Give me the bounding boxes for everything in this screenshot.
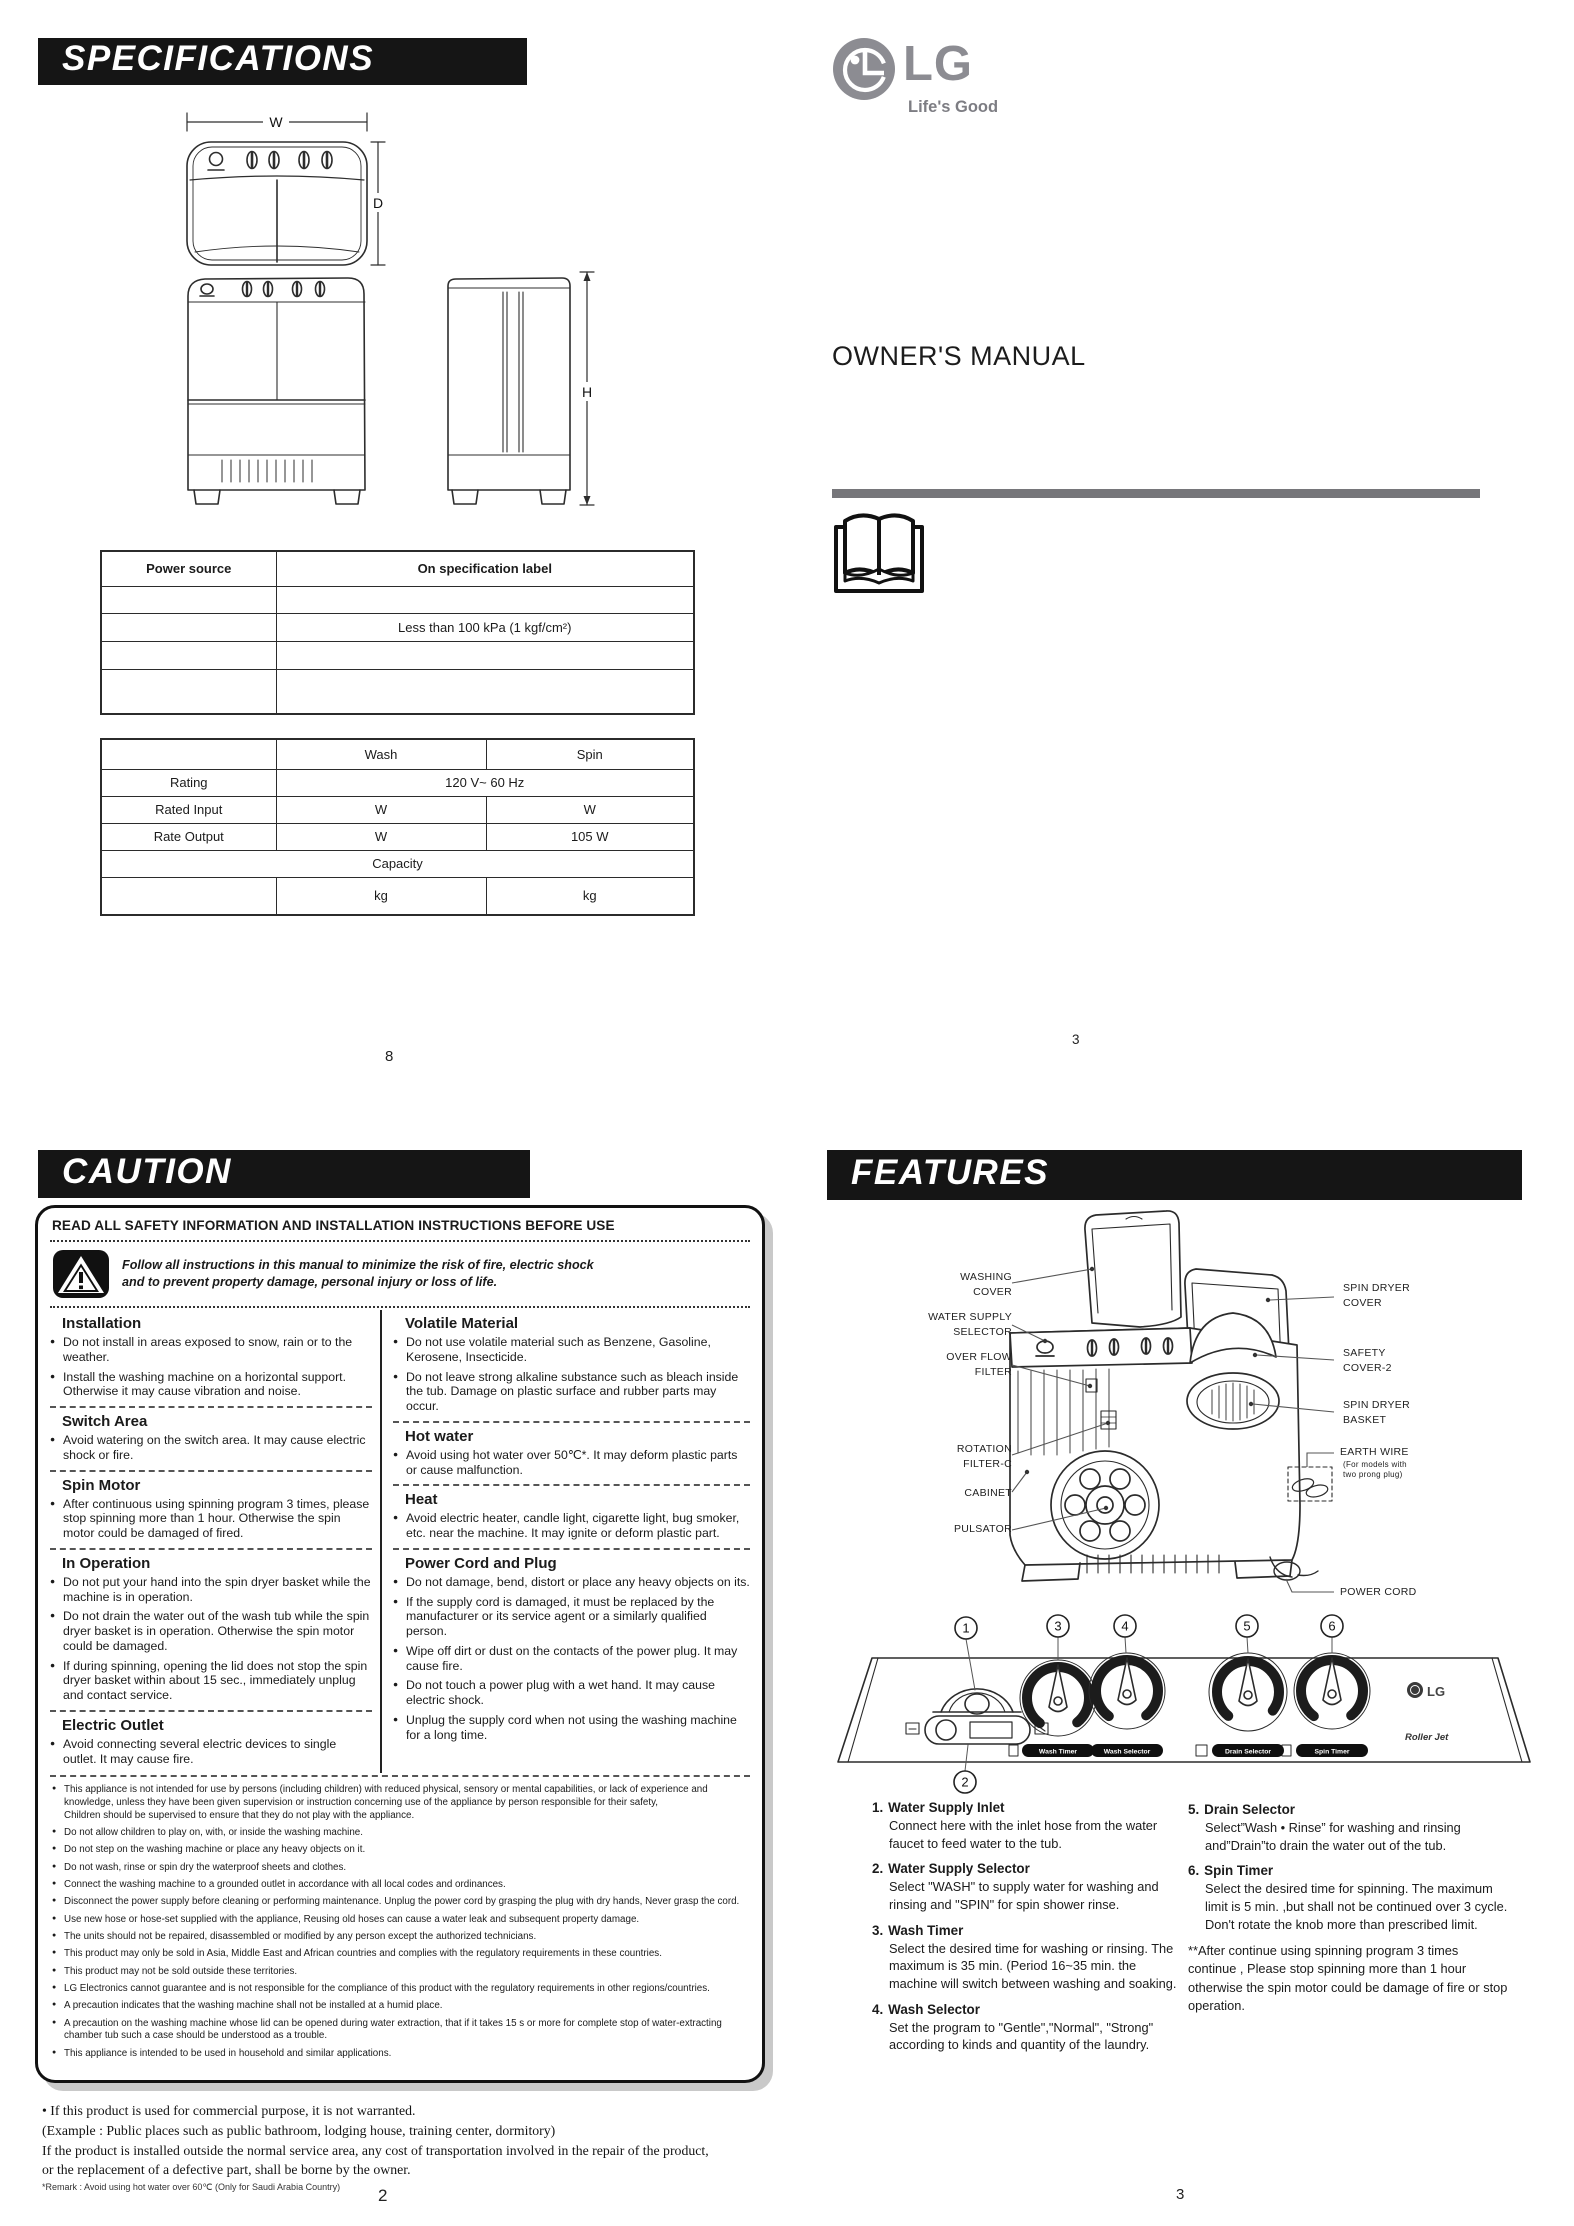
feature-item-2	[872, 1861, 1182, 1913]
caution-section-in-operation	[50, 1548, 372, 1710]
cover-rule	[832, 489, 1480, 498]
label-safety-cover: SAFETY COVER-2	[1343, 1347, 1392, 1374]
table2-capacity-wash: kg	[276, 877, 486, 915]
features-header-bar	[827, 1150, 1522, 1200]
feature-item-6	[1188, 1863, 1508, 1933]
caution-left-column	[50, 1310, 380, 1773]
table1-col2-header: On specification label	[276, 551, 694, 586]
table1-cell	[101, 641, 276, 669]
power-source-table	[100, 550, 695, 715]
caution-box	[35, 1205, 765, 2083]
section-heading: Spin Motor	[62, 1476, 141, 1494]
section-heading: Switch Area	[62, 1413, 148, 1430]
open-book-icon	[831, 505, 927, 597]
item-number: 3.	[872, 1922, 884, 1938]
rating-table	[100, 738, 695, 916]
table2-rate-output-spin: 105 W	[486, 823, 694, 850]
item-body: Select the desired time for washing or rinsing. The maximum is 35 min. (Period 16~35 min. the machine will switch between washing and soaking.	[889, 1940, 1177, 1991]
label-washing-cover: WASHING COVER	[960, 1271, 1012, 1298]
caution-header-bar	[38, 1150, 530, 1198]
table1-cell	[101, 669, 276, 714]
table1-cell	[101, 586, 276, 613]
table2-capacity-label: Capacity	[101, 850, 694, 877]
item-body: Select "WASH" to supply water for washing and rinsing and "SPIN" for spin shower rinse.	[889, 1879, 1159, 1912]
section-bullet: ● Avoid watering on the switch area. It may cause electric shock or fire.	[50, 1433, 372, 1463]
table2-rate-output-label: Rate Output	[101, 823, 276, 850]
section-heading: Heat	[405, 1491, 438, 1509]
caution-warning-row	[50, 1244, 750, 1304]
label-earth-wire: EARTH WIRE	[1340, 1446, 1409, 1458]
caution-notes	[50, 1775, 750, 2060]
item-title: Water Supply Inlet	[888, 1800, 1005, 1815]
divider	[50, 1306, 750, 1308]
section-bullet: ● Do not touch a power plug with a wet hand. It may cause electric shock.	[393, 1678, 750, 1708]
table2-rated-input-wash: W	[276, 796, 486, 823]
feature-item-5	[1188, 1802, 1508, 1854]
caution-page-number: 2	[378, 2186, 388, 2205]
section-bullet: ● If the supply cord is damaged, it must be replaced by the manufacturer or its service agent or a similarly qualified person.	[393, 1595, 750, 1639]
features-title: FEATURES	[851, 1152, 1050, 1192]
lg-logo-icon	[831, 36, 897, 102]
item-number: 1.	[872, 1800, 884, 1815]
knob-label-drain-selector: Drain Selector	[1224, 1748, 1272, 1756]
cover-page-number: 3	[1072, 1032, 1080, 1047]
footer-line: or the replacement of a defective part, shall be borne by the owner.	[42, 2162, 411, 2178]
note-item: ● This product may not be sold outside these territories.	[50, 1966, 750, 1979]
features-diagram	[840, 1205, 1530, 1625]
note-item: ● Do not step on the washing machine or place any heavy objects on it.	[50, 1844, 750, 1857]
feature-item-1	[872, 1800, 1182, 1852]
label-spin-dryer-basket: SPIN DRYER BASKET	[1343, 1399, 1410, 1426]
dim-w-label: W	[269, 114, 283, 130]
section-bullet: ● Avoid connecting several electric devices to single outlet. It may cause fire.	[50, 1737, 372, 1767]
table1-pressure-cell: Less than 100 kPa (1 kgf/cm²)	[276, 613, 694, 641]
item-body: Connect here with the inlet hose from the water faucet to feed water to the tub.	[889, 1818, 1158, 1851]
knob-label-wash-selector: Wash Selector	[1103, 1748, 1151, 1756]
table1-cell	[276, 586, 694, 613]
caution-warning-text: Follow all instructions in this manual to minimize the risk of fire, electric shock and to prevent property damage, personal injury or loss of life.	[122, 1258, 594, 1289]
section-heading: Installation	[62, 1315, 142, 1332]
section-bullet: ● Do not drain the water out of the wash tub while the spin dryer basket is in operation. Otherwise the spin motor could be damaged.	[50, 1609, 372, 1653]
features-items-right	[1188, 1802, 1508, 2015]
caution-section-volatile-material	[393, 1310, 750, 1421]
section-bullet: ● If during spinning, opening the lid does not stop the spin dryer basket within about 15 sec., immediately unplug and contact service.	[50, 1659, 372, 1703]
section-bullet: ● Avoid using hot water over 50℃*. It may deform plastic parts or cause malfunction.	[393, 1448, 750, 1478]
item-body: Select the desired time for spinning. The maximum limit is 5 min. ,but shall not be continued over 3 cycle. Don't rotate the knob more than prescribed limit.	[1205, 1881, 1508, 1932]
item-title: Wash Selector	[888, 2001, 980, 2017]
footer-line: (Example : Public places such as public bathroom, lodging house, training center, dormitory)	[42, 2122, 556, 2138]
caution-right-column	[380, 1310, 750, 1773]
item-title: Spin Timer	[1204, 1863, 1274, 1879]
note-item: ● A precaution indicates that the washing machine shall not be installed at a humid place.	[50, 2000, 750, 2013]
note-item: ● The units should not be repaired, disassembled or modified by any person except the authorized technicians.	[50, 1931, 750, 1944]
features-page-number: 3	[1176, 2186, 1185, 2203]
divider	[50, 1240, 750, 1242]
feature-item-4	[872, 2002, 1182, 2054]
features-items-left	[872, 1800, 1182, 2063]
section-bullet: ● Unplug the supply cord when not using the washing machine for a long time.	[393, 1713, 750, 1743]
table1-col1-header: Power source	[101, 551, 276, 586]
label-power-cord: POWER CORD	[1340, 1586, 1417, 1598]
section-heading: Power Cord and Plug	[405, 1554, 557, 1572]
callout-4: 4	[1121, 1618, 1129, 1634]
label-rotation-filter: ROTATION FILTER-C	[956, 1443, 1012, 1470]
section-bullet: ● Do not leave strong alkaline substance such as bleach inside the tub. Damage on plastic surface and rubber parts may occur.	[393, 1370, 750, 1414]
item-body: Select”Wash • Rinse” for washing and rinsing and”Drain”to drain the water out of the tub.	[1205, 1820, 1461, 1853]
panel-lg-emblem	[1407, 1682, 1423, 1698]
note-item: ● Do not allow children to play on, with, or inside the washing machine.	[50, 1827, 750, 1840]
knob-label-spin-timer: Spin Timer	[1314, 1748, 1350, 1756]
callout-2: 2	[961, 1774, 969, 1790]
table2-rating-value: 120 V~ 60 Hz	[276, 769, 694, 796]
caution-readall: READ ALL SAFETY INFORMATION AND INSTALLATION INSTRUCTIONS BEFORE USE	[52, 1218, 615, 1233]
specifications-page-number: 8	[385, 1048, 394, 1065]
section-bullet: ● Install the washing machine on a horizontal support. Otherwise it may cause vibration and noise.	[50, 1370, 372, 1400]
caution-section-power-cord	[393, 1548, 750, 1750]
note-item: ● Do not wash, rinse or spin dry the waterproof sheets and clothes.	[50, 1862, 750, 1875]
caution-section-heat	[393, 1484, 750, 1548]
table1-cell	[276, 641, 694, 669]
table2-rating-label: Rating	[101, 769, 276, 796]
item-title: Drain Selector	[1204, 1802, 1295, 1817]
section-heading: Volatile Material	[405, 1315, 519, 1332]
section-bullet: ● After continuous using spinning program 3 times, please stop spinning more than 1 hour. Otherwise the spin motor could be damaged of fired.	[50, 1497, 372, 1541]
caution-section-hot-water	[393, 1421, 750, 1485]
specifications-title: SPECIFICATIONS	[62, 39, 375, 78]
caution-section-electric-outlet	[50, 1710, 372, 1774]
lg-tagline: Life's Good	[908, 98, 999, 116]
label-spin-dryer-cover: SPIN DRYER COVER	[1343, 1282, 1410, 1309]
feature-item-3	[872, 1923, 1182, 1993]
label-pulsator: PULSATOR	[953, 1523, 1012, 1535]
table2-rated-input-spin: W	[486, 796, 694, 823]
table2-rated-input-label: Rated Input	[101, 796, 276, 823]
caution-section-spin-motor	[50, 1470, 372, 1548]
table2-capacity-spin: kg	[486, 877, 694, 915]
features-note: **After continue using spinning program 3 times continue , Please stop spinning more than 1 hour otherwise the spin motor could be damage of fire or stop operation.	[1188, 1943, 1508, 2013]
table2-wash-header: Wash	[276, 739, 486, 769]
footer-line: • If this product is used for commercial purpose, it is not warranted.	[42, 2103, 416, 2118]
item-number: 6.	[1188, 1863, 1200, 1879]
panel-brand-text: Roller Jet	[1405, 1732, 1449, 1743]
item-title: Water Supply Selector	[888, 1861, 1030, 1877]
note-item: ● This appliance is not intended for use by persons (including children) with reduced physical, sensory or mental capabilities, or lack of experience and knowledge, unless they have been given supervision or instruction concerning use of the appliance by person responsible for their safety, Children should be supervised to ensure that they do not play with the appliance.	[50, 1784, 750, 1822]
table2-spin-header: Spin	[486, 739, 694, 769]
knob-label-wash-timer: Wash Timer	[1038, 1748, 1078, 1756]
label-water-supply-selector: WATER SUPPLY SELECTOR	[928, 1311, 1012, 1338]
note-item: ● Disconnect the power supply before cleaning or performing maintenance. Unplug the power cord by grasping the plug with dry hands, Never grasp the cord.	[50, 1896, 750, 1909]
caution-section-switch-area	[50, 1406, 372, 1470]
footer-remark: *Remark : Avoid using hot water over 60℃ (Only for Saudi Arabia Country)	[42, 2182, 341, 2193]
table2-cell	[101, 739, 276, 769]
note-item: ● LG Electronics cannot guarantee and is not responsible for the compliance of this product with the regulatory requirements in other regions/countries.	[50, 1983, 750, 1996]
callout-3: 3	[1054, 1618, 1062, 1634]
dim-d-label: D	[372, 195, 384, 211]
warning-icon	[52, 1249, 110, 1299]
caution-columns	[50, 1310, 750, 1773]
item-number: 5.	[1188, 1802, 1200, 1817]
section-heading: In Operation	[62, 1554, 151, 1572]
table1-cell	[276, 669, 694, 714]
table1-cell	[101, 613, 276, 641]
control-panel-diagram	[830, 1612, 1545, 1807]
note-item: ● This appliance is intended to be used in household and similar applications.	[50, 2048, 750, 2061]
item-number: 4.	[872, 2001, 884, 2017]
caution-section-installation	[50, 1310, 372, 1406]
dim-h-label: H	[581, 384, 593, 400]
table2-cell	[101, 877, 276, 915]
cover-title: OWNER'S MANUAL	[832, 341, 1086, 371]
footer-line: If the product is installed outside the normal service area, any cost of transportation involved in the repair of the product,	[42, 2142, 709, 2158]
callout-1: 1	[962, 1620, 970, 1636]
label-cabinet: CABINET	[964, 1487, 1012, 1499]
caution-title: CAUTION	[62, 1151, 232, 1191]
panel-lg-text: LG	[1427, 1684, 1446, 1699]
item-number: 2.	[872, 1861, 884, 1877]
caution-footer	[42, 2103, 752, 2196]
label-over-flow-filter: OVER FLOW FILTER	[946, 1351, 1012, 1378]
section-bullet: ● Do not damage, bend, distort or place any heavy objects on its.	[393, 1575, 750, 1590]
section-bullet: ● Do not put your hand into the spin dryer basket while the machine is in operation.	[50, 1575, 372, 1605]
item-body: Set the program to "Gentle","Normal", "Strong" according to kinds and quantity of the laundry.	[889, 2019, 1154, 2053]
section-bullet: ● Do not use volatile material such as Benzene, Gasoline, Kerosene, Insecticide.	[393, 1335, 750, 1365]
section-bullet: ● Avoid electric heater, candle light, cigarette light, bug smoker, etc. near the machine. It may ignite or deform plastic part.	[393, 1511, 750, 1541]
section-heading: Electric Outlet	[62, 1716, 164, 1734]
callout-5: 5	[1243, 1618, 1251, 1634]
callout-6: 6	[1328, 1618, 1336, 1634]
lg-logo-text: LG	[903, 37, 974, 91]
section-bullet: ● Wipe off dirt or dust on the contacts of the power plug. It may cause fire.	[393, 1644, 750, 1674]
note-item: ● A precaution on the washing machine whose lid can be opened during water extraction, that if it takes 15 s or more for complete stop of water-extracting chamber tub such a case should be understood as a trouble.	[50, 2018, 750, 2043]
section-heading: Hot water	[405, 1427, 474, 1445]
note-item: ● Use new hose or hose-set supplied with the appliance, Reusing old hoses can cause a water leak and subsequent property damage.	[50, 1914, 750, 1927]
note-item: ● This product may only be sold in Asia, Middle East and African countries and complies with the regulatory requirements in these countries.	[50, 1948, 750, 1961]
note-item: ● Connect the washing machine to a grounded outlet in accordance with all local codes and ordinances.	[50, 1879, 750, 1892]
specifications-header-bar	[38, 38, 527, 85]
item-title: Wash Timer	[888, 1922, 964, 1938]
table2-rate-output-wash: W	[276, 823, 486, 850]
specifications-diagram	[150, 100, 610, 520]
section-bullet: ● Do not install in areas exposed to snow, rain or to the weather.	[50, 1335, 372, 1365]
label-earth-wire-note: (For models with two prong plug)	[1343, 1460, 1407, 1480]
